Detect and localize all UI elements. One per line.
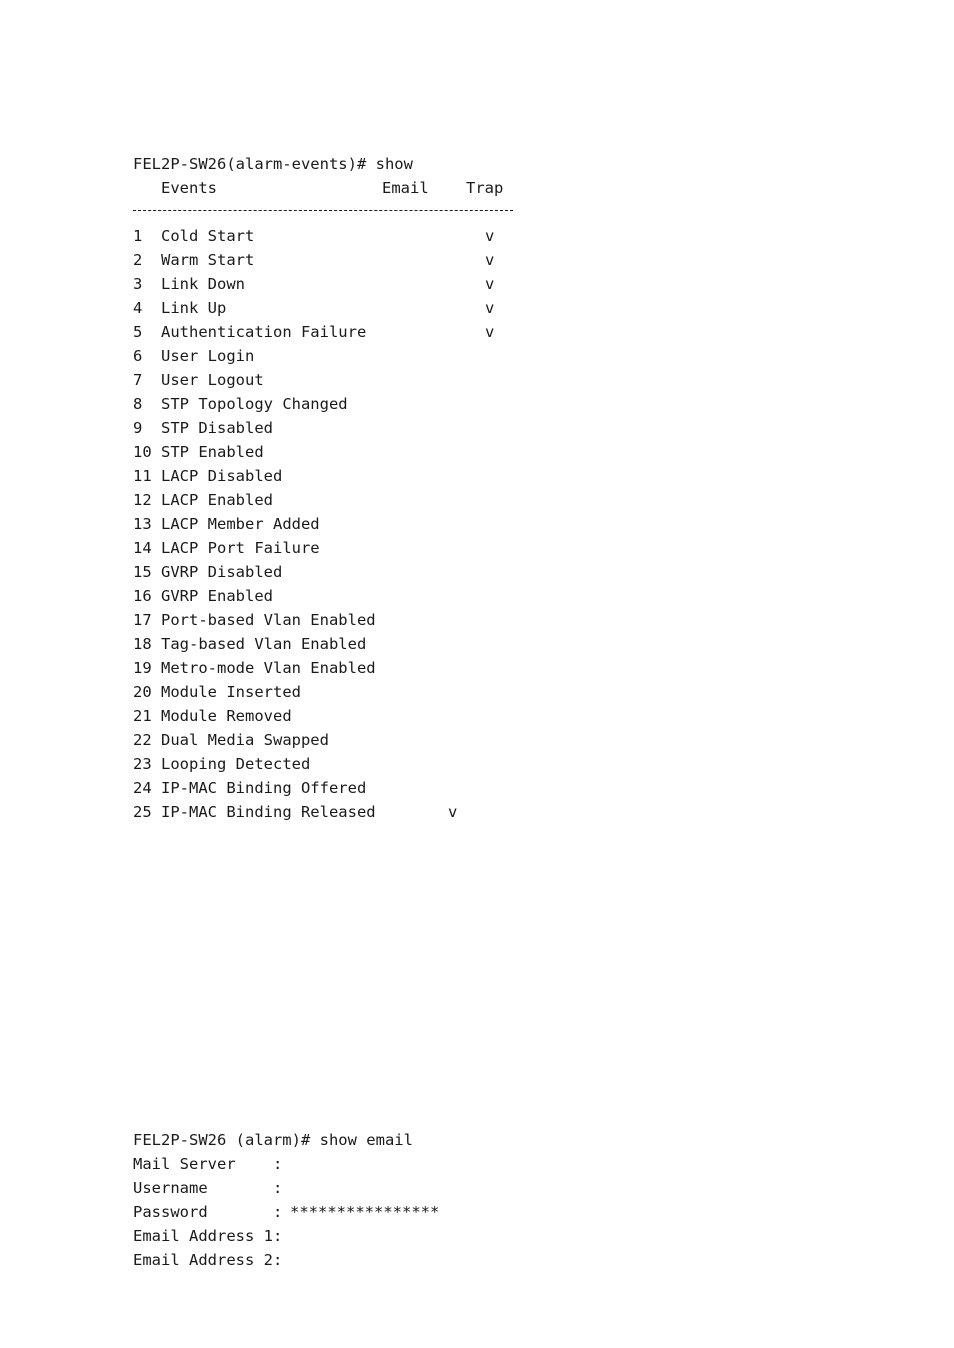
email-mark: v <box>448 803 458 821</box>
event-name: Metro-mode Vlan Enabled <box>161 659 376 677</box>
event-name: LACP Enabled <box>161 491 273 509</box>
event-name: Warm Start <box>161 251 255 269</box>
email-command-prompt: FEL2P-SW26 (alarm)# show email <box>133 1131 413 1149</box>
event-name: GVRP Disabled <box>161 563 283 581</box>
email-field-colon: : <box>273 1227 283 1245</box>
event-name: Module Inserted <box>161 683 301 701</box>
email-field-colon: : <box>273 1155 283 1173</box>
event-name: Link Down <box>161 275 245 293</box>
event-name: STP Topology Changed <box>161 395 348 413</box>
event-number: 12 <box>133 491 152 509</box>
trap-mark: v <box>485 275 495 293</box>
event-number: 13 <box>133 515 152 533</box>
event-number: 18 <box>133 635 152 653</box>
event-name: Port-based Vlan Enabled <box>161 611 376 629</box>
event-number: 16 <box>133 587 152 605</box>
event-name: GVRP Enabled <box>161 587 273 605</box>
email-field-label: Mail Server <box>133 1155 236 1173</box>
event-name: Dual Media Swapped <box>161 731 329 749</box>
event-number: 25 <box>133 803 152 821</box>
event-name: LACP Port Failure <box>161 539 320 557</box>
event-number: 4 <box>133 299 143 317</box>
event-name: LACP Member Added <box>161 515 320 533</box>
header-divider <box>133 210 513 211</box>
trap-mark: v <box>485 227 495 245</box>
event-name: Authentication Failure <box>161 323 367 341</box>
event-number: 1 <box>133 227 143 245</box>
event-name: User Logout <box>161 371 264 389</box>
event-number: 19 <box>133 659 152 677</box>
event-number: 10 <box>133 443 152 461</box>
trap-column-header: Trap <box>466 179 504 197</box>
trap-mark: v <box>485 251 495 269</box>
event-number: 17 <box>133 611 152 629</box>
event-name: STP Enabled <box>161 443 264 461</box>
event-number: 5 <box>133 323 143 341</box>
email-field-colon: : <box>273 1179 283 1197</box>
event-number: 21 <box>133 707 152 725</box>
event-name: Tag-based Vlan Enabled <box>161 635 367 653</box>
event-name: IP-MAC Binding Released <box>161 803 376 821</box>
event-number: 11 <box>133 467 152 485</box>
event-number: 6 <box>133 347 143 365</box>
email-field-label: Username <box>133 1179 208 1197</box>
event-name: IP-MAC Binding Offered <box>161 779 367 797</box>
event-name: Link Up <box>161 299 227 317</box>
event-number: 23 <box>133 755 152 773</box>
event-name: LACP Disabled <box>161 467 283 485</box>
event-number: 9 <box>133 419 143 437</box>
event-name: User Login <box>161 347 255 365</box>
event-number: 7 <box>133 371 143 389</box>
event-name: Looping Detected <box>161 755 311 773</box>
email-field-label: Email Address 1 <box>133 1227 273 1245</box>
event-number: 15 <box>133 563 152 581</box>
trap-mark: v <box>485 323 495 341</box>
email-field-label: Password <box>133 1203 208 1221</box>
event-number: 8 <box>133 395 143 413</box>
event-number: 24 <box>133 779 152 797</box>
events-command-prompt: FEL2P-SW26(alarm-events)# show <box>133 155 413 173</box>
event-number: 2 <box>133 251 143 269</box>
events-column-header: Events <box>161 179 217 197</box>
trap-mark: v <box>485 299 495 317</box>
email-field-value: **************** <box>290 1203 440 1221</box>
event-number: 22 <box>133 731 152 749</box>
event-name: Module Removed <box>161 707 292 725</box>
email-column-header: Email <box>382 179 429 197</box>
event-name: Cold Start <box>161 227 255 245</box>
event-number: 3 <box>133 275 143 293</box>
email-field-label: Email Address 2 <box>133 1251 273 1269</box>
email-field-colon: : <box>273 1251 283 1269</box>
event-number: 14 <box>133 539 152 557</box>
event-name: STP Disabled <box>161 419 273 437</box>
event-number: 20 <box>133 683 152 701</box>
email-field-colon: : <box>273 1203 283 1221</box>
